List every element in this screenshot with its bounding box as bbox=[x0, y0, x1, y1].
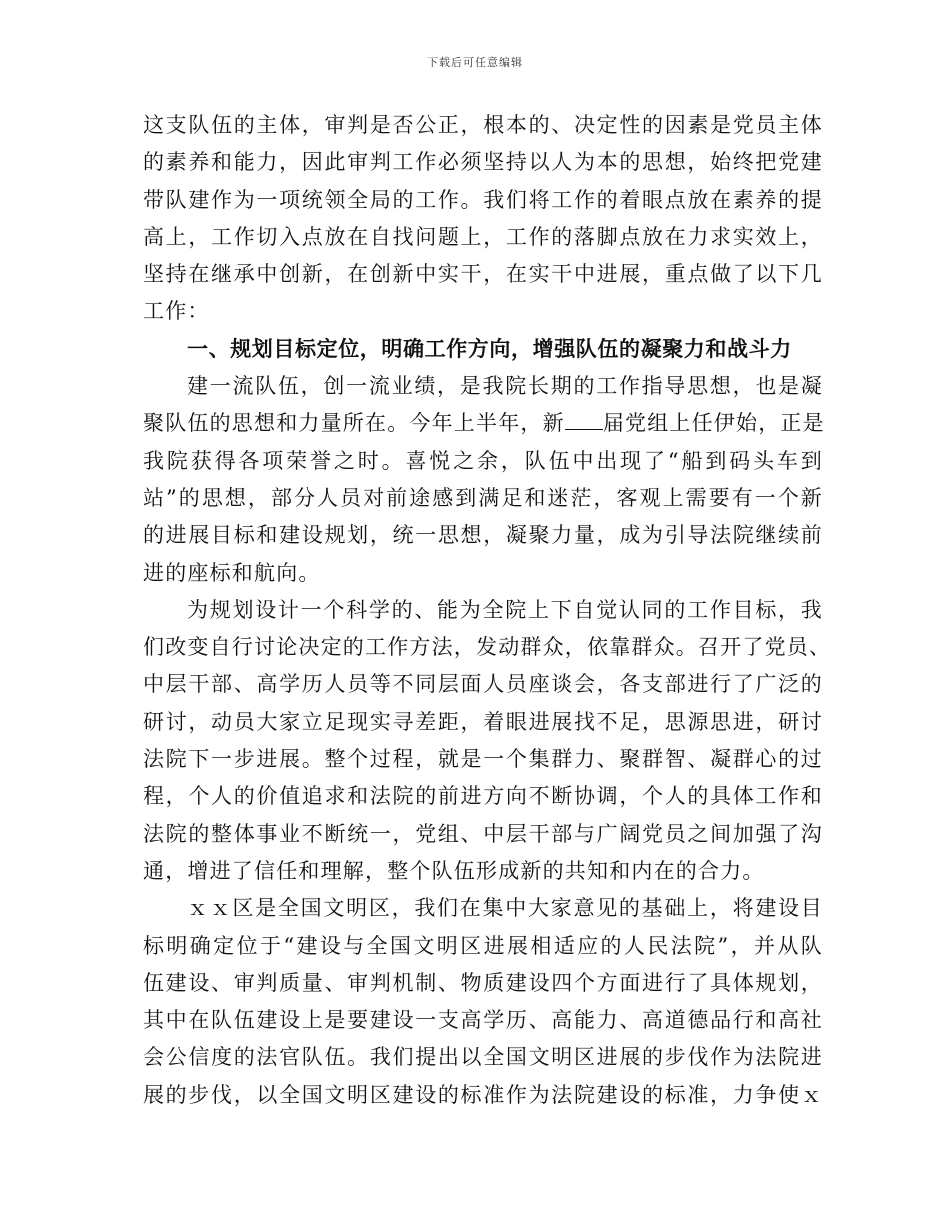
document-body bbox=[143, 107, 832, 1114]
text-line: 站”的思想，部分人员对前途感到满足和迷茫，客观上需要有一个新 bbox=[143, 485, 823, 510]
text-line: 我院获得各项荣誉之时。喜悦之余，队伍中出现了“船到码头车到 bbox=[143, 448, 823, 473]
text-line: 进的座标和航向。 bbox=[143, 560, 321, 585]
text-line: 通，增进了信任和理解，整个队伍形成新的共知和内在的合力。 bbox=[143, 858, 765, 883]
text-line: 高上，工作切入点放在自找问题上，工作的落脚点放在力求实效上， bbox=[143, 224, 823, 249]
text-line: 的进展目标和建设规划，统一思想，凝聚力量，成为引导法院继续前 bbox=[143, 523, 823, 548]
text-line: 伍建设、审判质量、审判机制、物质建设四个方面进行了具体规划， bbox=[143, 970, 823, 995]
text-line: 展的步伐，以全国文明区建设的标准作为法院建设的标准，力争使ｘ bbox=[143, 1082, 823, 1107]
text-line: 标明确定位于“建设与全国文明区进展相适应的人民法院”，并从队 bbox=[143, 933, 823, 958]
text-line: 研讨，动员大家立足现实寻差距，着眼进展找不足，思源思进，研讨 bbox=[143, 709, 823, 734]
text-line: 为规划设计一个科学的、能为全院上下自觉认同的工作目标，我 bbox=[187, 597, 823, 622]
text-line: 程，个人的价值追求和法院的前进方向不断协调，个人的具体工作和 bbox=[143, 784, 823, 809]
text-line: 带队建作为一项统领全局的工作。我们将工作的着眼点放在素养的提 bbox=[143, 187, 823, 212]
section-heading: 一、规划目标定位，明确工作方向，增强队伍的凝聚力和战斗力 bbox=[187, 336, 792, 361]
page-header-note: 下载后可任意编辑 bbox=[427, 56, 523, 69]
text-line: 这支队伍的主体，审判是否公正，根本的、决定性的因素是党员主体 bbox=[143, 113, 823, 137]
text-line: 中层干部、高学历人员等不同层面人员座谈会，各支部进行了广泛的 bbox=[143, 672, 823, 697]
text-line-with-blank bbox=[143, 405, 823, 442]
text-segment: 届党组上任伊始，正是 bbox=[602, 411, 825, 436]
text-line: 建一流队伍，创一流业绩，是我院长期的工作指导思想，也是凝 bbox=[187, 374, 823, 399]
text-line: 法院的整体事业不断统一，党组、中层干部与广阔党员之间加强了沟 bbox=[143, 821, 823, 846]
text-line: 会公信度的法官队伍。我们提出以全国文明区进展的步伐作为法院进 bbox=[143, 1045, 823, 1070]
blank-underline bbox=[565, 407, 603, 430]
text-line: 的素养和能力，因此审判工作必须坚持以人为本的思想，始终把党建 bbox=[143, 150, 823, 175]
text-line: 们改变自行讨论决定的工作方法，发动群众，依靠群众。召开了党员、 bbox=[143, 635, 832, 660]
text-line: 其中在队伍建设上是要建设一支高学历、高能力、高道德品行和高社 bbox=[143, 1008, 823, 1033]
text-line: ｘｘ区是全国文明区，我们在集中大家意见的基础上，将建设目 bbox=[187, 896, 823, 921]
text-line: 坚持在继承中创新，在创新中实干，在实干中进展，重点做了以下几 bbox=[143, 262, 823, 287]
text-line: 工作： bbox=[143, 299, 210, 324]
text-segment: 聚队伍的思想和力量所在。今年上半年，新 bbox=[143, 411, 565, 436]
text-line: 法院下一步进展。整个过程，就是一个集群力、聚群智、凝群心的过 bbox=[143, 747, 823, 772]
